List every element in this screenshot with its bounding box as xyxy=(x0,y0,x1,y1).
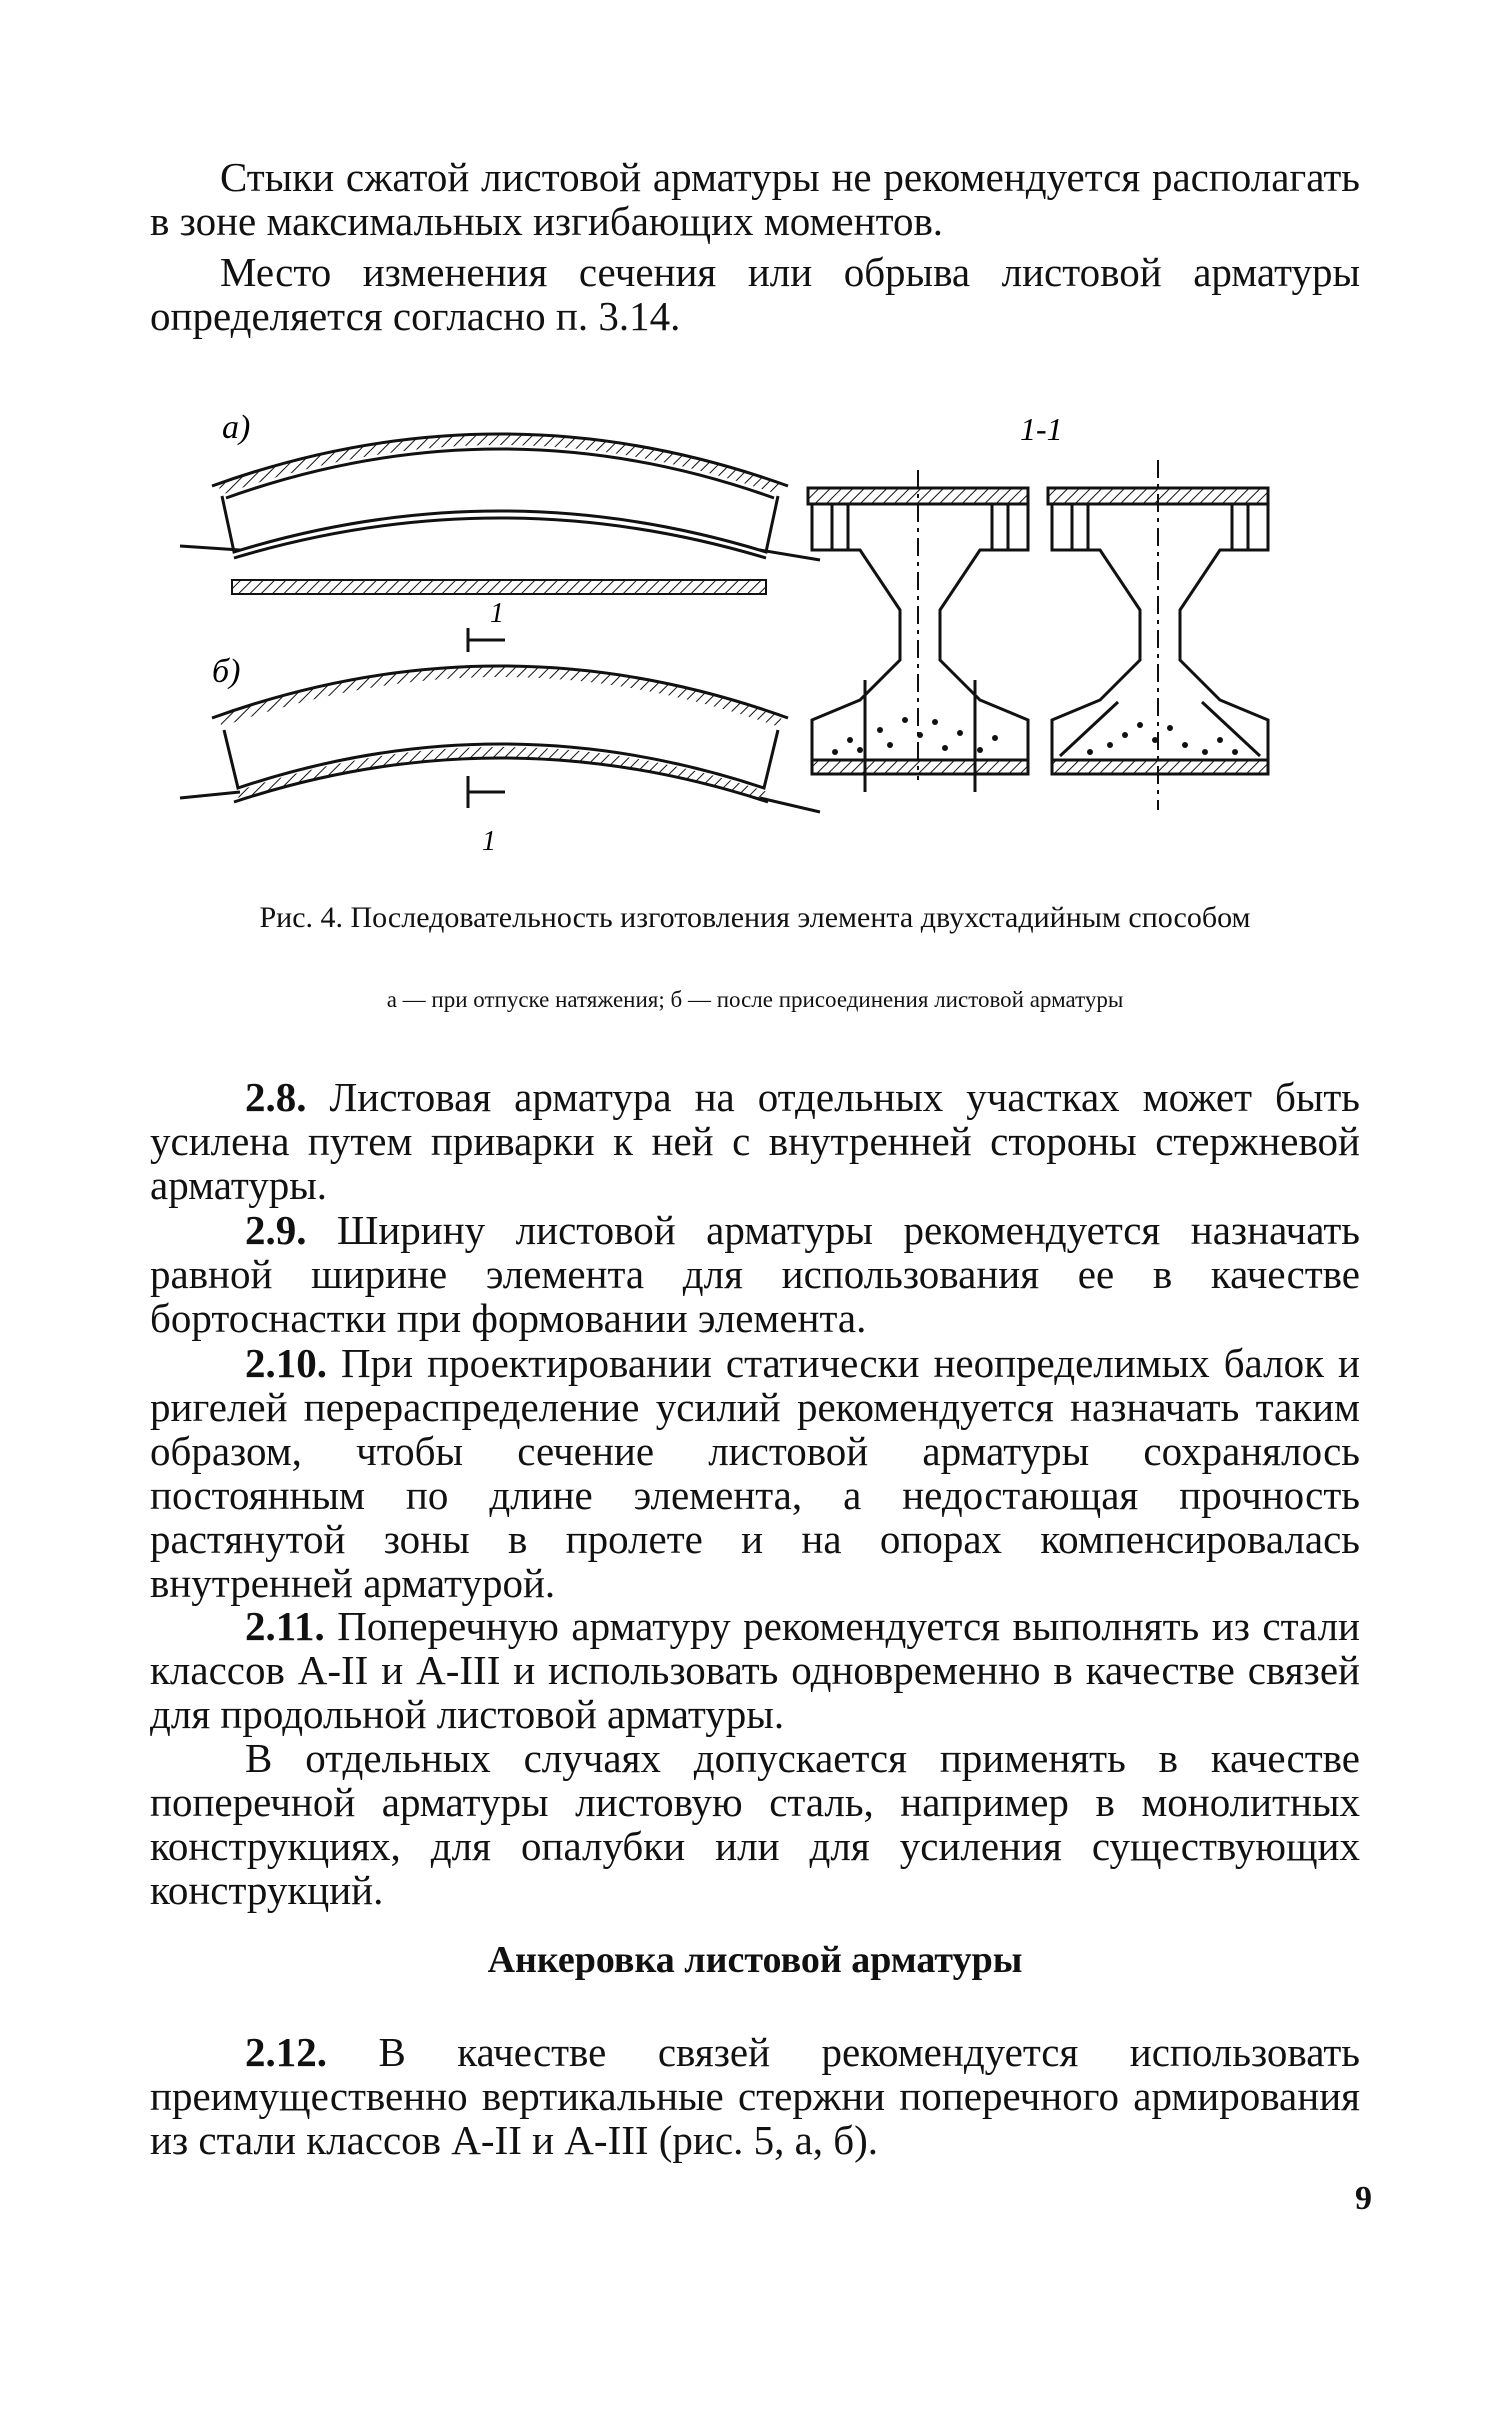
cross-section-left-bars xyxy=(832,717,998,755)
paragraph-number: 2.9. xyxy=(245,1207,307,1253)
section-mark-top: 1 xyxy=(490,598,504,629)
paragraph-section-change: Место изменения сечения или обрыва листовой арматуры определяется согласно п. 3.14. xyxy=(150,249,1360,339)
paragraph-2-11 xyxy=(150,1604,1360,1736)
paragraph-text: В отдельных случаях допускается применять в качестве поперечной арматуры листовую сталь, например в монолитных конструкциях, для опалубки или для усиления существующих конструкций. xyxy=(150,1735,1360,1913)
beam-b xyxy=(180,666,820,812)
paragraph-number: 2.12. xyxy=(245,2029,327,2075)
paragraph-text: В качестве связей рекомендуется использовать преимущественно вертикальные стержни поперечного армирования из стали классов А-II и А-III (рис. 5, а, б). xyxy=(150,2029,1360,2163)
figure-label-a: а) xyxy=(222,409,251,446)
sheet-reinforcement-a xyxy=(232,580,766,594)
paragraph-2-8 xyxy=(150,1075,1360,1207)
paragraph-number: 2.8. xyxy=(245,1074,307,1120)
paragraph-text: Ширину листовой арматуры рекомендуется назначать равной ширине элемента для использования ее в качестве бортоснастки при формовании элемента. xyxy=(150,1207,1360,1341)
figure-label-b: б) xyxy=(212,653,241,690)
paragraph-2-12 xyxy=(150,2030,1360,2162)
paragraph-special-cases xyxy=(150,1736,1360,1912)
paragraph-2-9 xyxy=(150,1208,1360,1340)
cross-section-right xyxy=(1048,460,1268,810)
section-marks xyxy=(468,628,505,808)
figure-legend: а — при отпуске натяжения; б — после присоединения листовой арматуры xyxy=(386,987,1124,1012)
paragraph-text: Поперечную арматуру рекомендуется выполнять из стали классов А-II и А-III и использовать одновременно в качестве связей для продольной листовой арматуры. xyxy=(150,1603,1360,1737)
cross-section-right-bars xyxy=(1087,722,1238,755)
section-mark-bottom: 1 xyxy=(482,826,496,857)
section-title: 1-1 xyxy=(1020,411,1063,447)
paragraph-number: 2.10. xyxy=(245,1340,327,1386)
cross-section-left xyxy=(808,470,1028,792)
paragraph-text: При проектировании статически неопределимых балок и ригелей перераспределение усилий рекомендуется назначать таким образом, чтобы сечение листовой арматуры сохранялось постоянным по длине элемента, а недостающая прочность растянутой зоны в пролете и на опорах компенсировалась внутренней арматурой. xyxy=(150,1340,1360,1606)
figure-4-drawing xyxy=(160,400,1360,890)
beam-a xyxy=(180,434,820,560)
paragraph-joints: Стыки сжатой листовой арматуры не рекомендуется располагать в зоне максимальных изгибающих моментов. xyxy=(150,154,1360,244)
page-number: 9 xyxy=(1355,2180,1372,2217)
paragraph-number: 2.11. xyxy=(245,1603,325,1649)
paragraph-text: Листовая арматура на отдельных участках может быть усилена путем приварки к ней с внутренней стороны стержневой арматуры. xyxy=(150,1074,1360,1208)
paragraph-2-10 xyxy=(150,1341,1360,1605)
section-heading: Анкеровка листовой арматуры xyxy=(487,1939,1023,1981)
figure-caption: Рис. 4. Последовательность изготовления элемента двухстадийным способом xyxy=(259,901,1251,934)
